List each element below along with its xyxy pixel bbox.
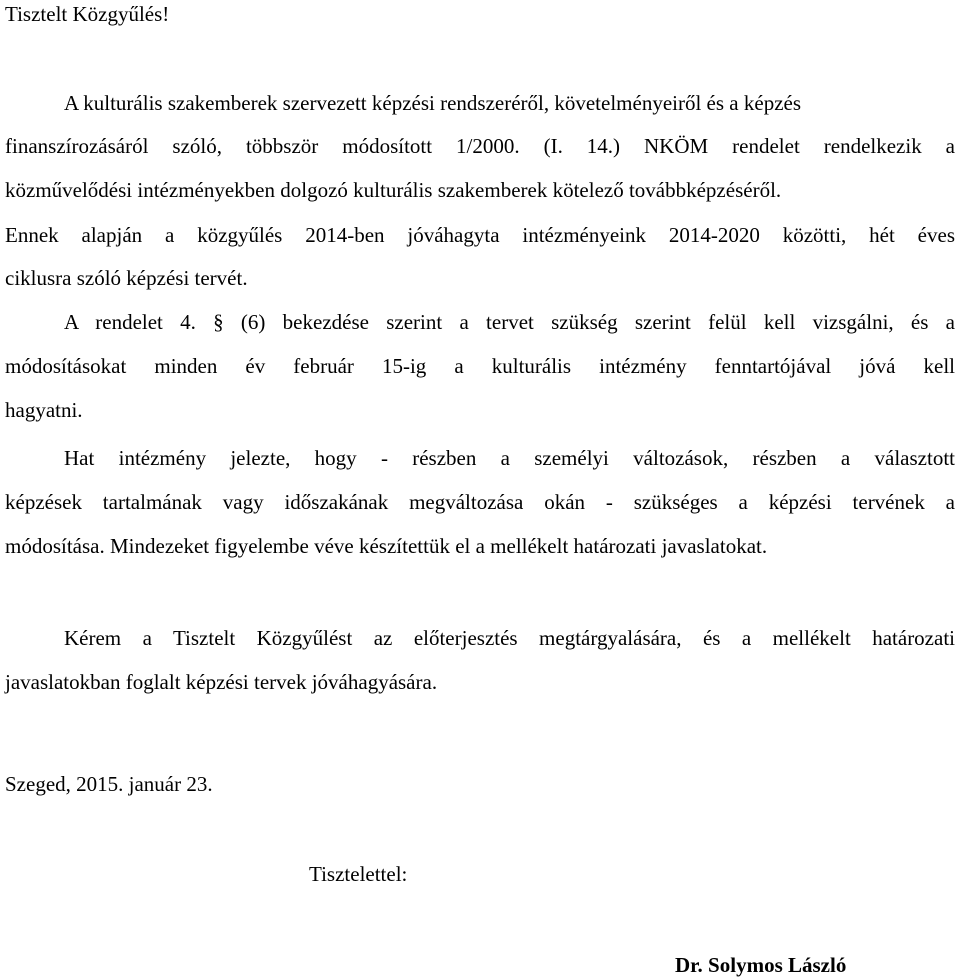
signatory-name: Dr. Solymos László — [675, 953, 847, 977]
paragraph-line: finanszírozásáról szóló, többször módosított 1/2000. (I. 14.) NKÖM rendelet rendelkezik a — [5, 134, 955, 158]
paragraph-line: ciklusra szóló képzési tervét. — [5, 266, 248, 290]
paragraph-line: közművelődési intézményekben dolgozó kulturális szakemberek kötelező továbbképzéséről. — [5, 178, 782, 202]
paragraph-line: képzések tartalmának vagy időszakának megváltozása okán - szükséges a képzési tervének a — [5, 490, 955, 514]
paragraph-line: módosításokat minden év február 15-ig a kulturális intézmény fenntartójával jóvá kell — [5, 354, 955, 378]
paragraph-line: A kulturális szakemberek szervezett képzési rendszeréről, követelményeiről és a képzés — [64, 91, 802, 115]
paragraph-line: A rendelet 4. § (6) bekezdése szerint a tervet szükség szerint felül kell vizsgálni, és a — [64, 310, 955, 334]
paragraph-line: Kérem a Tisztelt Közgyűlést az előterjesztés megtárgyalására, és a mellékelt határozati — [64, 626, 955, 650]
paragraph-line: hagyatni. — [5, 398, 83, 422]
greeting: Tisztelt Közgyűlés! — [5, 2, 170, 26]
paragraph-line: Hat intézmény jelezte, hogy - részben a személyi változások, részben a választott — [64, 446, 955, 470]
paragraph-line: Ennek alapján a közgyűlés 2014-ben jóváhagyta intézményeink 2014-2020 közötti, hét éves — [5, 223, 955, 247]
paragraph-line: módosítása. Mindezeket figyelembe véve készítettük el a mellékelt határozati javaslatokat. — [5, 534, 768, 558]
paragraph-line: javaslatokban foglalt képzési tervek jóváhagyására. — [5, 670, 438, 694]
place-date: Szeged, 2015. január 23. — [5, 772, 213, 796]
closing-salutation: Tisztelettel: — [309, 862, 408, 886]
